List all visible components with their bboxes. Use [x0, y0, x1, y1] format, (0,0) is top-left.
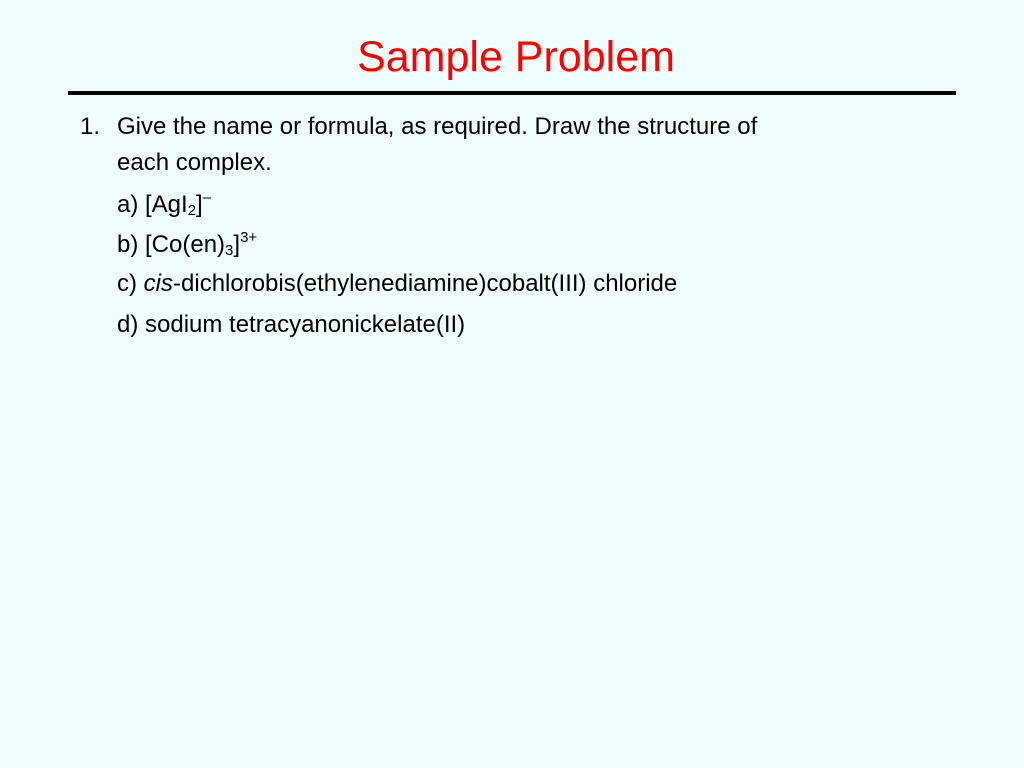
item-b-bracket: ]: [233, 231, 241, 258]
item-a-superscript: –: [202, 189, 212, 206]
item-d: d) sodium tetracyanonickelate(II): [117, 311, 466, 338]
question-text-line-2: each complex.: [117, 149, 272, 176]
question-1: [80, 109, 757, 181]
item-c-rest: -dichlorobis(ethylenediamine)cobalt(III) chloride: [173, 270, 678, 297]
item-a-subscript: 2: [187, 202, 197, 219]
question-number: 1.: [80, 113, 101, 140]
item-b-subscript: 3: [225, 242, 234, 259]
item-c-prefix: c): [117, 270, 144, 297]
item-b-superscript: 3+: [240, 229, 258, 246]
item-c-italic: cis: [143, 270, 174, 297]
item-a: [117, 189, 211, 221]
item-b: [117, 229, 257, 261]
item-b-prefix: b) [Co(en): [117, 231, 226, 258]
item-c: [117, 268, 677, 300]
item-a-bracket: ]: [196, 191, 203, 218]
question-line-1: [80, 109, 757, 145]
title-divider: [68, 91, 956, 95]
slide-title: Sample Problem: [357, 33, 675, 81]
item-a-prefix: a) [AgI: [117, 191, 188, 218]
question-text-line-1: Give the name or formula, as required. Draw the structure of: [117, 113, 758, 140]
